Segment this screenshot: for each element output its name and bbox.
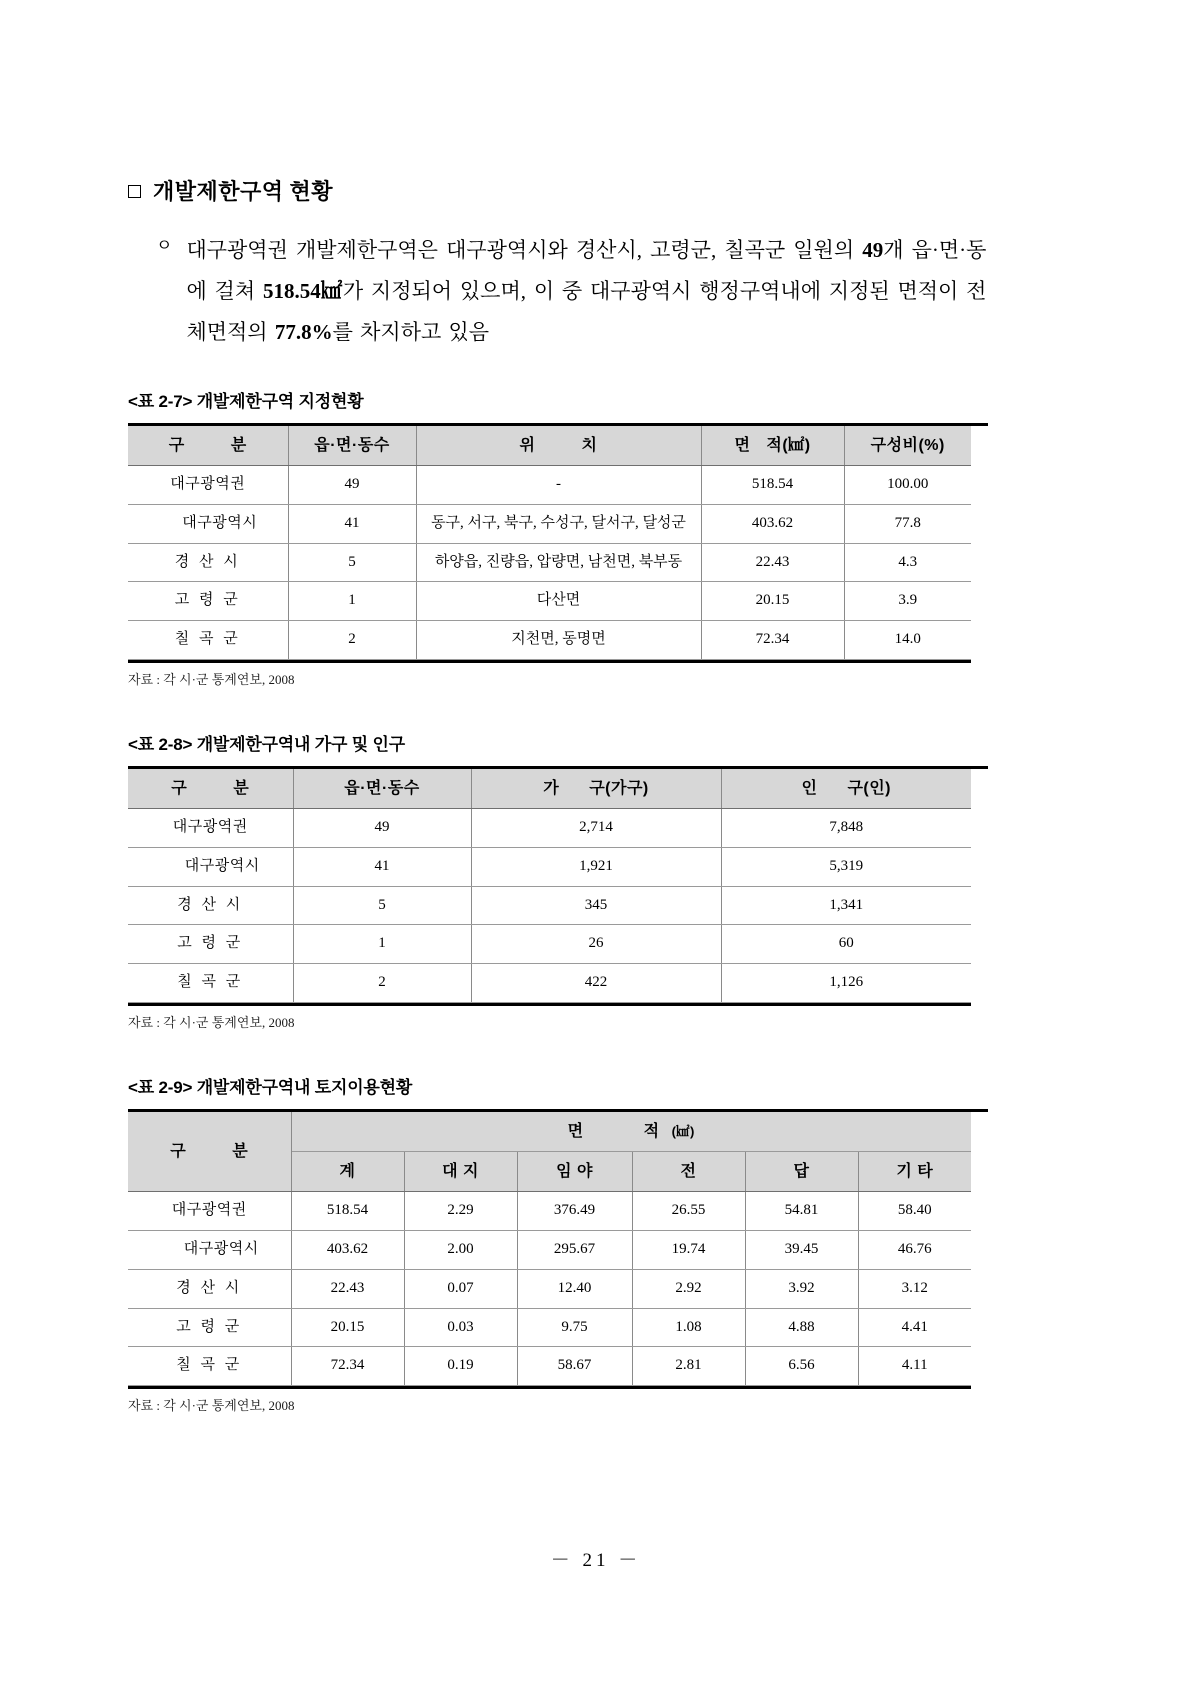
table-2-9 [128,1112,971,1386]
table-row [128,1347,971,1386]
cell-forest: 295.67 [517,1231,632,1270]
cell-forest: 58.67 [517,1347,632,1386]
th-field: 전 [632,1152,745,1192]
cell-population: 60 [721,925,971,964]
cell-etc: 4.41 [858,1308,971,1347]
table-source-note: 자료 : 각 시·군 통계연보, 2008 [128,671,295,687]
table-row [128,504,971,543]
table-body-2-8 [128,809,971,1003]
cell-total: 72.34 [291,1347,404,1386]
cell-forest: 12.40 [517,1269,632,1308]
cell-ratio: 4.3 [844,543,971,582]
cell-etc: 4.11 [858,1347,971,1386]
table-block-2-7 [128,387,988,688]
cell-count: 49 [288,465,416,504]
cell-households: 422 [471,964,721,1003]
cell-area: 403.62 [701,504,844,543]
paragraph-part-1: 대구광역권 개발제한구역은 대구광역시와 경산시, 고령군, 칠곡군 일원의 [186,238,863,262]
table-row [128,1192,971,1231]
table-source-note: 자료 : 각 시·군 통계연보, 2008 [128,1015,295,1030]
th-area: 면 적(㎢) [701,426,844,466]
cell-site: 2.29 [404,1192,517,1231]
cell-paddy: 54.81 [745,1192,858,1231]
cell-ratio: 3.9 [844,582,971,621]
th-eup-myeon-dong-count: 읍·면·동수 [288,426,416,466]
table-row [128,809,971,848]
cell-etc: 46.76 [858,1231,971,1270]
table-row [128,964,971,1003]
table-header-row-group [128,1112,971,1152]
paragraph-text [186,230,986,353]
table-row [128,886,971,925]
table-row [128,465,971,504]
cell-count: 1 [288,582,416,621]
cell-field: 26.55 [632,1192,745,1231]
cell-area: 518.54 [701,465,844,504]
cell-total: 22.43 [291,1269,404,1308]
table-row [128,1269,971,1308]
cell-count: 5 [293,886,471,925]
cell-total: 20.15 [291,1308,404,1347]
cell-region-name: 대구광역시 [128,1231,291,1270]
cell-count: 1 [293,925,471,964]
table-row [128,621,971,660]
cell-field: 19.74 [632,1231,745,1270]
cell-area: 20.15 [701,582,844,621]
table-body-2-7 [128,465,971,659]
table-bottom-rule-2-9 [128,1386,971,1389]
cell-total: 518.54 [291,1192,404,1231]
cell-region-name: 대구광역시 [128,504,288,543]
cell-area: 72.34 [701,621,844,660]
cell-region-name: 대구광역권 [128,1192,291,1231]
cell-region-name: 고 령 군 [128,1308,291,1347]
table-bottom-rule-2-8 [128,1003,971,1006]
cell-site: 0.07 [404,1269,517,1308]
cell-region-name: 대구광역권 [128,465,288,504]
paragraph-unit-km2: ㎢ [320,278,343,303]
page-footer [0,1545,1192,1572]
cell-ratio: 77.8 [844,504,971,543]
cell-total: 403.62 [291,1231,404,1270]
cell-households: 26 [471,925,721,964]
table-row [128,543,971,582]
cell-paddy: 3.92 [745,1269,858,1308]
table-body-2-9 [128,1192,971,1386]
cell-site: 2.00 [404,1231,517,1270]
cell-region-name: 경 산 시 [128,543,288,582]
cell-count: 49 [293,809,471,848]
table-caption-2-8: <표 2-8> 개발제한구역내 가구 및 인구 [128,734,405,754]
table-header-row [128,769,971,809]
cell-location: 동구, 서구, 북구, 수성구, 달서구, 달성군 [416,504,701,543]
cell-population: 1,341 [721,886,971,925]
cell-field: 1.08 [632,1308,745,1347]
cell-paddy: 6.56 [745,1347,858,1386]
cell-count: 2 [288,621,416,660]
cell-ratio: 100.00 [844,465,971,504]
page-content [128,0,988,1414]
cell-households: 2,714 [471,809,721,848]
cell-area: 22.43 [701,543,844,582]
circle-bullet-icon: ㅇ [156,236,173,255]
table-bottom-rule-2-7 [128,660,971,663]
table-block-2-8 [128,730,988,1031]
cell-region-name: 경 산 시 [128,886,293,925]
th-location: 위 치 [416,426,701,466]
table-2-7 [128,426,971,660]
cell-households: 345 [471,886,721,925]
th-area-group: 면 적 (㎢) [291,1112,971,1152]
th-ratio: 구성비(%) [844,426,971,466]
body-paragraph [156,230,988,353]
cell-count: 2 [293,964,471,1003]
th-paddy: 답 [745,1152,858,1192]
th-forest: 임 야 [517,1152,632,1192]
cell-paddy: 39.45 [745,1231,858,1270]
table-caption-2-7: <표 2-7> 개발제한구역 지정현황 [128,391,364,411]
cell-location: 다산면 [416,582,701,621]
cell-region-name: 칠 곡 군 [128,621,288,660]
table-row [128,925,971,964]
cell-field: 2.92 [632,1269,745,1308]
cell-paddy: 4.88 [745,1308,858,1347]
cell-field: 2.81 [632,1347,745,1386]
cell-count: 5 [288,543,416,582]
th-total: 계 [291,1152,404,1192]
square-bullet-icon [128,185,141,198]
paragraph-part-2: 개 읍·면·동에 걸쳐 [186,238,987,303]
cell-count: 41 [293,847,471,886]
page-number: － 21 － [550,1550,642,1571]
cell-location: 하양읍, 진량읍, 압량면, 남천면, 북부동 [416,543,701,582]
table-caption-2-9: <표 2-9> 개발제한구역내 토지이용현황 [128,1078,413,1097]
cell-region-name: 고 령 군 [128,582,288,621]
cell-population: 7,848 [721,809,971,848]
th-etc: 기 타 [858,1152,971,1192]
table-row [128,1308,971,1347]
th-gubun: 구 분 [128,426,288,466]
cell-region-name: 경 산 시 [128,1269,291,1308]
section-heading [128,175,988,206]
cell-region-name: 대구광역시 [128,847,293,886]
cell-households: 1,921 [471,847,721,886]
th-eup-myeon-dong-count: 읍·면·동수 [293,769,471,809]
paragraph-emphasis-49: 49 [862,238,884,262]
cell-population: 5,319 [721,847,971,886]
paragraph-part-3: 가 지정되어 있으며, 이 중 대구광역시 행정구역내에 지정된 면적이 전체면적의 [186,278,987,344]
cell-population: 1,126 [721,964,971,1003]
cell-location: - [416,465,701,504]
paragraph-emphasis-area: 518.54 [262,278,321,303]
cell-count: 41 [288,504,416,543]
cell-site: 0.03 [404,1308,517,1347]
table-row [128,582,971,621]
cell-site: 0.19 [404,1347,517,1386]
table-row [128,1231,971,1270]
th-gubun: 구 분 [128,1112,291,1192]
table-2-8 [128,769,971,1003]
cell-region-name: 고 령 군 [128,925,293,964]
cell-forest: 9.75 [517,1308,632,1347]
th-households: 가 구(가구) [471,769,721,809]
th-gubun: 구 분 [128,769,293,809]
th-population: 인 구(인) [721,769,971,809]
table-header-row [128,426,971,466]
cell-forest: 376.49 [517,1192,632,1231]
cell-location: 지천면, 동명면 [416,621,701,660]
table-row [128,847,971,886]
table-block-2-9 [128,1073,988,1414]
section-heading-text: 개발제한구역 현황 [153,179,334,204]
cell-etc: 58.40 [858,1192,971,1231]
cell-ratio: 14.0 [844,621,971,660]
cell-region-name: 칠 곡 군 [128,1347,291,1386]
paragraph-part-4: 를 차지하고 있음 [332,319,490,344]
cell-region-name: 칠 곡 군 [128,964,293,1003]
paragraph-emphasis-percent: 77.8% [274,319,333,344]
cell-region-name: 대구광역권 [128,809,293,848]
table-source-note: 자료 : 각 시·군 통계연보, 2008 [128,1398,295,1414]
th-site: 대 지 [404,1152,517,1192]
cell-etc: 3.12 [858,1269,971,1308]
